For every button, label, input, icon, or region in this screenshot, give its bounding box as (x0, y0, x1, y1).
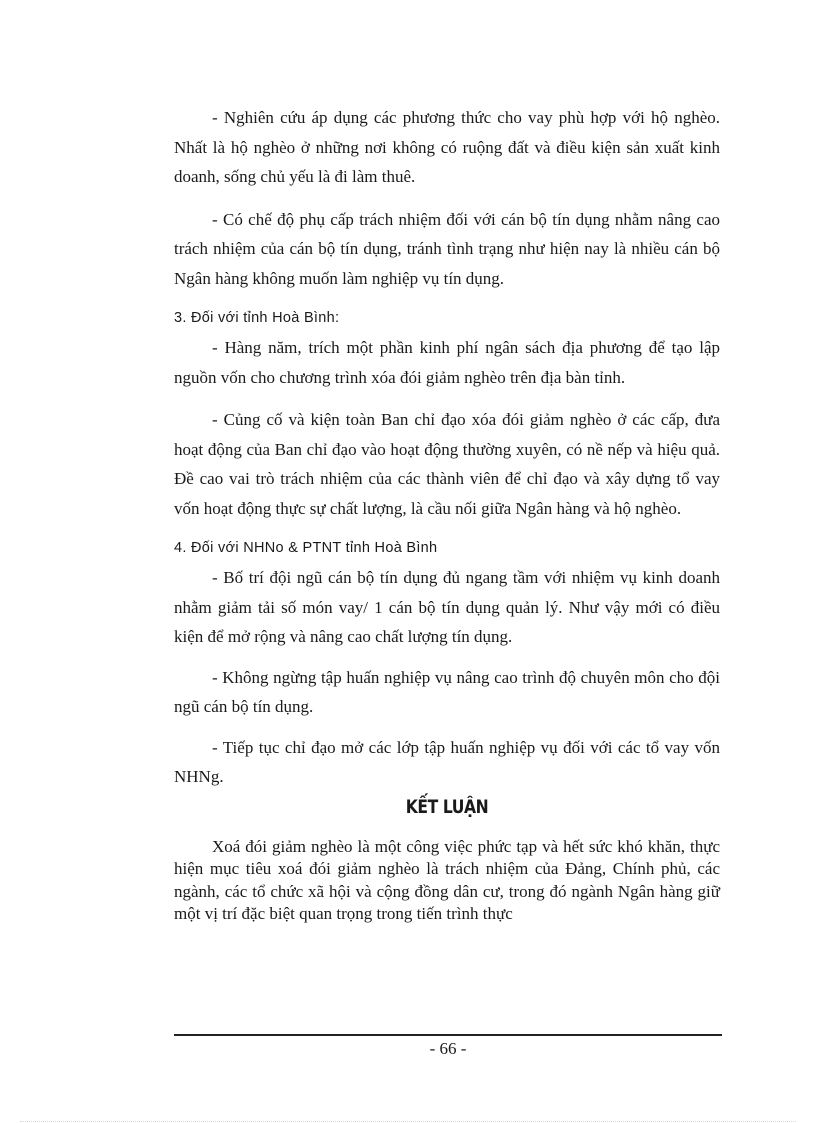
footer-divider (174, 1034, 722, 1036)
conclusion-title: KẾT LUẬN (405, 795, 489, 818)
paragraph-local-budget: - Hàng năm, trích một phần kinh phí ngân sách địa phương để tạo lập nguồn vốn cho chương trình xóa đói giảm nghèo trên địa bàn tỉnh. (174, 338, 720, 387)
paragraph-poor-household-lending: - Nghiên cứu áp dụng các phương thức cho vay phù hợp với hộ nghèo. Nhất là hộ nghèo ở những nơi không có ruộng đất và điều kiện sản xuất kinh doanh, sống chủ yếu là đi làm thuê. (174, 108, 720, 186)
page-number: - 66 - (429, 1039, 467, 1058)
page-bottom-dotted-border (20, 1121, 796, 1122)
page-content (174, 103, 720, 926)
paragraph-steering-committee: - Củng cố và kiện toàn Ban chỉ đạo xóa đói giảm nghèo ở các cấp, đưa hoạt động của Ban chỉ đạo vào hoạt động thường xuyên, có nề nếp và hiệu quả. Đề cao vai trò trách nhiệm của các thành viên để chỉ đạo và xây dựng tổ vay vốn hoạt động thực sự chất lượng, là cầu nối giữa Ngân hàng và hộ nghèo. (174, 410, 720, 518)
paragraph-staff-arrangement: - Bố trí đội ngũ cán bộ tín dụng đủ ngang tầm với nhiệm vụ kinh doanh nhằm giảm tải số món vay/ 1 cán bộ tín dụng quản lý. Như vậy mới có điều kiện để mở rộng và nâng cao chất lượng tín dụng. (174, 568, 720, 646)
paragraph-training: - Không ngừng tập huấn nghiệp vụ nâng cao trình độ chuyên môn cho đội ngũ cán bộ tín dụng. (174, 667, 720, 716)
conclusion-paragraph: Xoá đói giảm nghèo là một công việc phức tạp và hết sức khó khăn, thực hiện mục tiêu xoá đói giảm nghèo là trách nhiệm của Đảng, Chính phủ, các ngành, các tổ chức xã hội và cộng đồng dân cư, trong đó ngành Ngân hàng giữ một vị trí đặc biệt quan trọng trong tiến trình thực (174, 836, 720, 923)
paragraph-loan-groups: - Tiếp tục chỉ đạo mở các lớp tập huấn nghiệp vụ đối với các tổ vay vốn NHNg. (174, 737, 720, 786)
section-heading-province: 3. Đối với tỉnh Hoà Bình: (174, 310, 340, 326)
paragraph-credit-staff-allowance: - Có chế độ phụ cấp trách nhiệm đối với cán bộ tín dụng nhằm nâng cao trách nhiệm của cán bộ tín dụng, tránh tình trạng như hiện nay là nhiều cán bộ Ngân hàng không muốn làm nghiệp vụ tín dụng. (174, 209, 720, 288)
section-heading-bank: 4. Đối với NHNo & PTNT tỉnh Hoà Bình (174, 540, 438, 556)
